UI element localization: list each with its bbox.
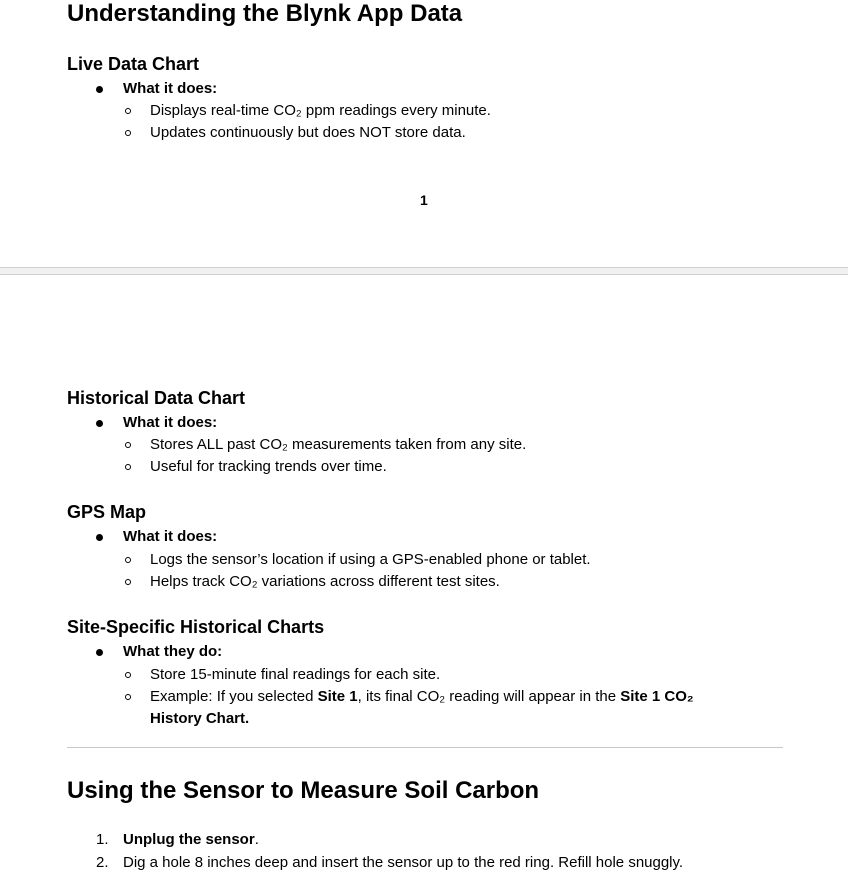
bullet-icon [96, 420, 103, 427]
page-number: 1 [420, 192, 428, 208]
circle-bullet-icon [125, 442, 131, 448]
circle-bullet-icon [125, 579, 131, 585]
step-1-number: 1. [96, 831, 109, 848]
live-item-1: Displays real-time CO₂ ppm readings every minute. [150, 102, 491, 119]
site-item-2-b: Site 1 [317, 688, 358, 705]
circle-bullet-icon [125, 130, 131, 136]
sensor-heading: Using the Sensor to Measure Soil Carbon [67, 777, 540, 804]
circle-bullet-icon [125, 108, 131, 114]
step-1 [123, 831, 259, 848]
live-what: What it does: [123, 80, 218, 97]
historical-item-2: Useful for tracking trends over time. [150, 458, 387, 475]
circle-bullet-icon [125, 672, 131, 678]
page-break [0, 267, 848, 275]
site-item-2-continued: History Chart. [150, 710, 250, 727]
horizontal-divider [67, 747, 783, 748]
site-item-1: Store 15-minute final readings for each site. [150, 666, 441, 683]
gps-what: What it does: [123, 528, 218, 545]
bullet-icon [96, 649, 103, 656]
page-title: Understanding the Blynk App Data [67, 0, 463, 27]
gps-item-2: Helps track CO₂ variations across different test sites. [150, 573, 500, 590]
step-2: Dig a hole 8 inches deep and insert the sensor up to the red ring. Refill hole snuggly. [123, 854, 684, 871]
historical-item-1: Stores ALL past CO₂ measurements taken from any site. [150, 436, 527, 453]
site-item-2-d: Site 1 CO₂ [620, 688, 694, 705]
step-1-end: . [254, 831, 259, 848]
bullet-icon [96, 534, 103, 541]
step-1-text: Unplug the sensor [123, 831, 255, 848]
site-heading: Site-Specific Historical Charts [67, 617, 325, 637]
step-2-number: 2. [96, 854, 109, 871]
site-item-2-a: Example: If you selected [150, 688, 318, 705]
circle-bullet-icon [125, 464, 131, 470]
site-item-2 [150, 688, 694, 705]
site-what: What they do: [123, 643, 223, 660]
gps-item-1: Logs the sensor’s location if using a GPS-enabled phone or tablet. [150, 551, 591, 568]
bullet-icon [96, 86, 103, 93]
gps-heading: GPS Map [67, 502, 147, 522]
historical-what: What it does: [123, 414, 218, 431]
live-item-2: Updates continuously but does NOT store data. [150, 124, 466, 141]
circle-bullet-icon [125, 557, 131, 563]
historical-heading: Historical Data Chart [67, 388, 246, 408]
site-item-2-c: , its final CO₂ reading will appear in the [357, 688, 621, 705]
live-heading: Live Data Chart [67, 54, 200, 74]
circle-bullet-icon [125, 694, 131, 700]
